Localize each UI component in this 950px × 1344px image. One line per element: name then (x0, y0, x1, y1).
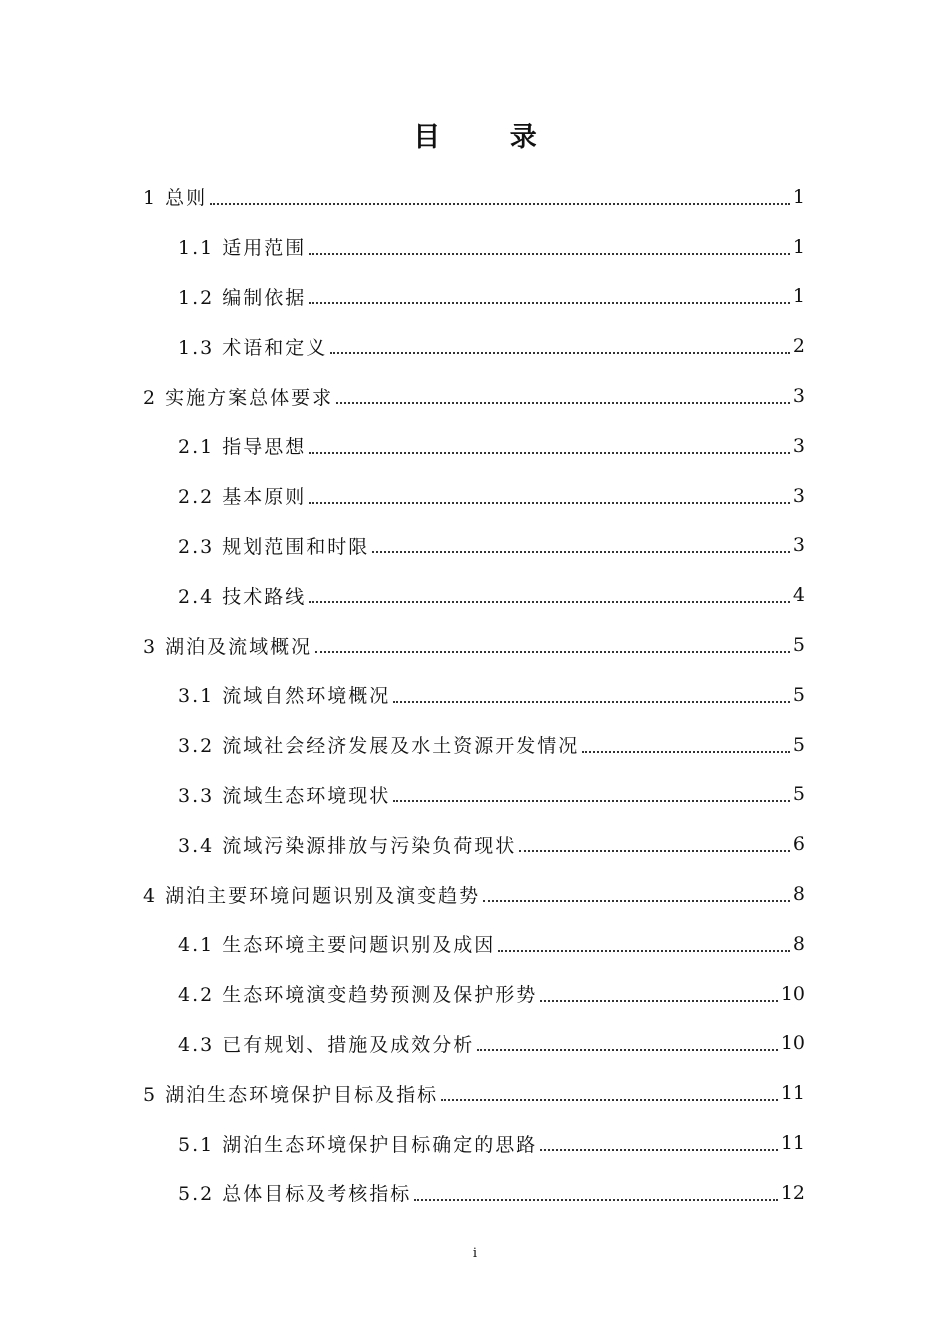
toc-entry[interactable] (0, 1068, 950, 1118)
toc-entry-page: 8 (792, 883, 805, 906)
toc-entry[interactable] (0, 471, 950, 521)
toc-entry[interactable] (0, 321, 950, 371)
toc-entry-text: 1.3 术语和定义 (178, 336, 328, 359)
toc-entry[interactable] (0, 371, 950, 421)
toc-entry-text: 4 湖泊主要环境问题识别及演变趋势 (143, 884, 481, 907)
toc-dot-leader (498, 950, 790, 952)
toc-entry-text: 3 湖泊及流域概况 (143, 635, 313, 658)
toc-entry-text: 4.1 生态环境主要问题识别及成因 (178, 934, 496, 957)
toc-entry[interactable] (0, 1019, 950, 1069)
toc-entry-text: 2.4 技术路线 (178, 585, 307, 608)
toc-entry[interactable] (0, 570, 950, 620)
toc-entry-page: 1 (792, 185, 805, 208)
toc-entry-text: 5.2 总体目标及考核指标 (178, 1183, 412, 1206)
toc-entry[interactable] (0, 1118, 950, 1168)
toc-entry-page: 3 (792, 385, 805, 408)
toc-entry-text: 3.4 流域污染源排放与污染负荷现状 (178, 834, 517, 857)
toc-entry-page: 4 (792, 584, 805, 607)
toc-entry-page: 6 (792, 833, 805, 856)
toc-entry-page: 12 (780, 1181, 805, 1204)
toc-dot-leader (309, 601, 790, 603)
toc-entry[interactable] (0, 670, 950, 720)
toc-entry-page: 11 (780, 1132, 805, 1155)
toc-dot-leader (540, 1149, 778, 1151)
toc-dot-leader (483, 900, 790, 902)
toc-entry[interactable] (0, 720, 950, 770)
toc-dot-leader (336, 402, 790, 404)
toc-entry-page: 5 (792, 783, 805, 806)
toc-entry-text: 4.3 已有规划、措施及成效分析 (178, 1033, 475, 1056)
toc-entry[interactable] (0, 969, 950, 1019)
toc-title: 目 录 (413, 122, 567, 153)
table-of-contents (0, 172, 950, 1218)
toc-entry[interactable] (0, 521, 950, 571)
toc-dot-leader (309, 253, 790, 255)
toc-entry-page: 5 (792, 683, 805, 706)
toc-entry-page: 10 (780, 1032, 805, 1055)
toc-entry[interactable] (0, 421, 950, 471)
toc-entry-page: 3 (792, 434, 805, 457)
toc-entry-page: 5 (792, 634, 805, 657)
toc-dot-leader (393, 701, 790, 703)
toc-dot-leader (519, 850, 790, 852)
toc-entry[interactable] (0, 620, 950, 670)
toc-entry[interactable] (0, 1168, 950, 1218)
toc-dot-leader (309, 302, 790, 304)
toc-entry-page: 3 (792, 484, 805, 507)
toc-dot-leader (372, 551, 790, 553)
toc-entry[interactable] (0, 172, 950, 222)
toc-entry-text: 1 总则 (143, 187, 208, 210)
toc-entry-page: 10 (780, 982, 805, 1005)
toc-dot-leader (210, 203, 790, 205)
toc-entry-page: 3 (792, 534, 805, 557)
toc-dot-leader (309, 452, 790, 454)
toc-dot-leader (441, 1099, 778, 1101)
toc-entry-text: 2 实施方案总体要求 (143, 386, 334, 409)
toc-entry[interactable] (0, 919, 950, 969)
toc-entry[interactable] (0, 869, 950, 919)
toc-entry-page: 1 (792, 285, 805, 308)
toc-dot-leader (477, 1049, 778, 1051)
toc-entry-text: 2.2 基本原则 (178, 486, 307, 509)
toc-dot-leader (309, 502, 790, 504)
toc-entry-text: 4.2 生态环境演变趋势预测及保护形势 (178, 984, 538, 1007)
toc-entry-page: 1 (792, 235, 805, 258)
toc-dot-leader (582, 751, 790, 753)
toc-entry-text: 5.1 湖泊生态环境保护目标确定的思路 (178, 1133, 538, 1156)
toc-entry-text: 3.2 流域社会经济发展及水土资源开发情况 (178, 735, 580, 758)
toc-entry-text: 1.1 适用范围 (178, 237, 307, 260)
toc-dot-leader (393, 800, 790, 802)
toc-dot-leader (330, 352, 790, 354)
toc-entry-page: 11 (780, 1082, 805, 1105)
toc-entry-text: 2.3 规划范围和时限 (178, 535, 370, 558)
toc-entry-text: 5 湖泊生态环境保护目标及指标 (143, 1083, 439, 1106)
toc-entry-text: 2.1 指导思想 (178, 436, 307, 459)
toc-entry-text: 3.1 流域自然环境概况 (178, 685, 391, 708)
toc-dot-leader (414, 1199, 778, 1201)
toc-entry-page: 2 (792, 335, 805, 358)
toc-entry[interactable] (0, 819, 950, 869)
page-number: i (472, 1246, 478, 1261)
toc-dot-leader (540, 1000, 778, 1002)
toc-entry[interactable] (0, 272, 950, 322)
toc-entry-page: 5 (792, 733, 805, 756)
toc-entry[interactable] (0, 222, 950, 272)
toc-entry-page: 8 (792, 932, 805, 955)
toc-entry[interactable] (0, 770, 950, 820)
toc-entry-text: 1.2 编制依据 (178, 286, 307, 309)
toc-entry-text: 3.3 流域生态环境现状 (178, 784, 391, 807)
toc-dot-leader (315, 651, 790, 653)
